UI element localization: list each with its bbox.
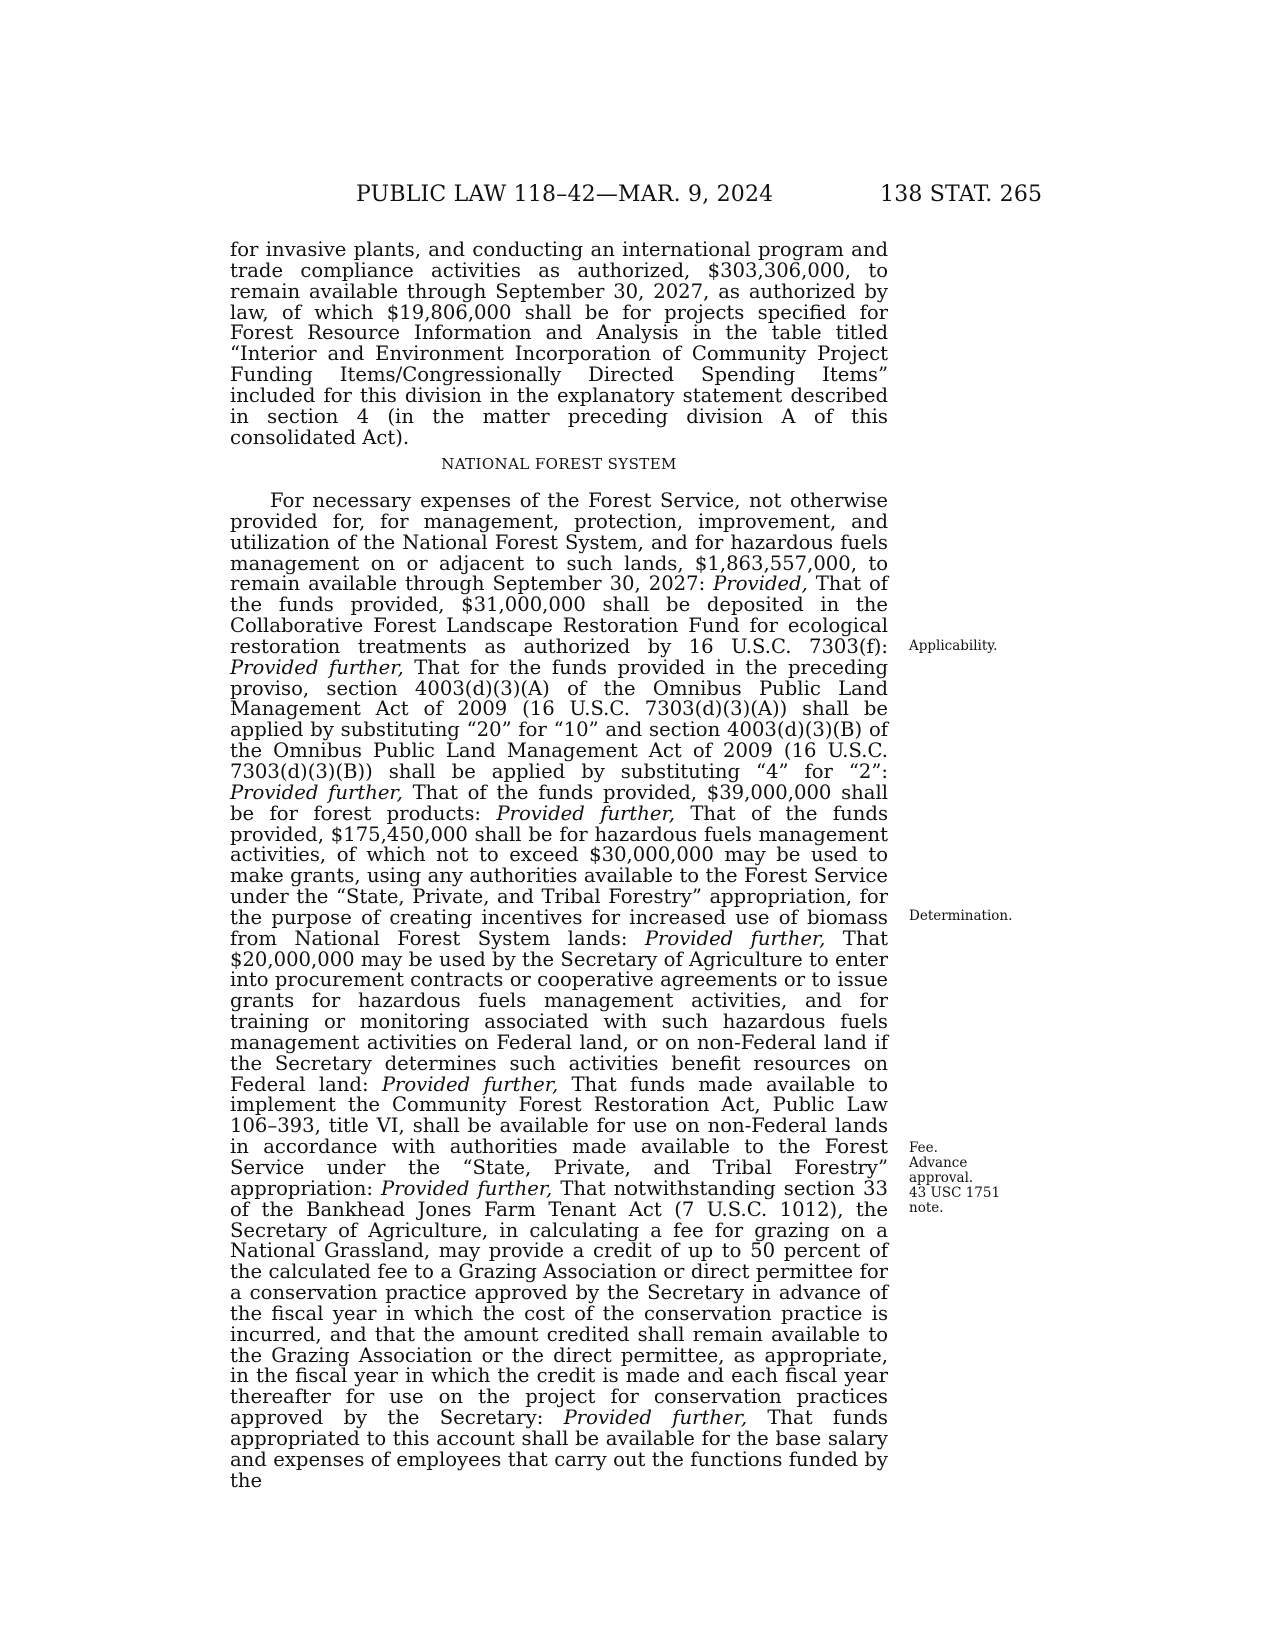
proviso-italic: Provided, [713,572,808,596]
margin-note-line: 43 USC 1751 [909,1185,1001,1201]
running-header-title: PUBLIC LAW 118–42—MAR. 9, 2024 [356,182,774,207]
margin-note-line: Fee. [909,1140,938,1156]
text-segment: That of the funds provided, $175,450,000 shall be for hazardous fuels management activities, of which not to exceed $30,000,000 may be used to make grants, using any authorities available to the Forest Service under the “State, Private, and Tribal Forestry” appropriation, for the purpose of creating incentives for increased use of biomass from National Forest System lands: [230,801,889,950]
margin-note-fee [909,1141,1000,1216]
proviso-italic: Provided further, [230,780,403,804]
margin-note-determination: Determination. [909,908,1013,924]
margin-note-line: note. [909,1200,944,1216]
section-heading: NATIONAL FOREST SYSTEM [441,455,677,473]
continued-paragraph: for invasive plants, and conducting an international program and trade compliance activities as authorized, $303,306,000, to remain available through September 30, 2027, as authorized by law, of which $19,806,000 shall be for projects specified for Forest Resource Information and Analysis in the table titled “Interior and Environment Incorporation of Community Project Funding Items/Congressionally Directed Spending Items” included for this division in the explanatory statement described in section 4 (in the matter preceding division A of this consolidated Act). [230,238,888,449]
text-segment: That $20,000,000 may be used by the Secretary of Agriculture to enter into procurement contracts or cooperative agreements or to issue grants for hazardous fuels management activities, and for training or monitoring associated with such hazardous fuels management activities on Federal land, or on non-Federal land if the Secretary determines such activities benefit resources on Federal land: [230,926,889,1096]
proviso-italic: Provided further, [381,1176,553,1200]
text-segment: That funds appropriated to this account shall be available for the base salary and expenses of employees that carry out the functions funded by the [230,1406,888,1492]
page-stat-number: 138 STAT. 265 [880,182,1043,207]
margin-note-line: approval. [909,1170,974,1186]
text-segment: That funds made available to implement the Community Forest Restoration Act, Public Law 106–393, title VI, shall be available for use on non-Federal lands in accordance with authorities made available to the Forest Service under the “State, Private, and Tribal Forestry” appropriation: [230,1072,888,1200]
margin-note-applicability: Applicability. [909,638,998,654]
text-segment: That of the funds provided, $39,000,000 shall be for forest products: [230,780,889,825]
text-segment: That of the funds provided, $31,000,000 shall be deposited in the Collaborative Forest Landscape Restoration Fund for ecological restoration treatments as authorized by 16 U.S.C. 7303(f): [230,572,888,658]
proviso-italic: Provided further, [496,801,675,825]
proviso-italic: Provided further, [381,1072,559,1096]
national-forest-system-paragraph [230,491,888,1492]
text-segment: That for the funds provided in the preceding proviso, section 4003(d)(3)(A) of the Omnibus Public Land Management Act of 2009 (16 U.S.C. 7303(d)(3)(A)) shall be applied by substituting “20” for “10” and section 4003(d)(3)(B) of the Omnibus Public Land Management Act of 2009 (16 U.S.C. 7303(d)(3)(B)) shall be applied by substituting “4” for “2”: [230,655,888,783]
text-segment: That notwithstanding section 33 of the Bankhead Jones Farm Tenant Act (7 U.S.C. 1012), the Secretary of Agriculture, in calculating a fee for grazing on a National Grassland, may provide a credit of up to 50 percent of the calculated fee to a Grazing Association or direct permittee for a conservation practice approved by the Secretary in advance of the fiscal year in which the cost of the conservation practice is incurred, and that the amount credited shall remain available to the Grazing Association or the direct permittee, as appropriate, in the fiscal year in which the credit is made and each fiscal year thereafter for use on the project for conservation practices approved by the Secretary: [230,1176,888,1430]
proviso-italic: Provided further, [563,1406,748,1430]
proviso-italic: Provided further, [230,655,404,679]
margin-note-line: Advance [909,1155,968,1171]
text-segment: For necessary expenses of the Forest Service, not otherwise provided for, for management, protection, improvement, and utilization of the National Forest System, and for hazardous fuels management on or adjacent to such lands, $1,863,557,000, to remain available through September 30, 2027: [230,489,888,596]
proviso-italic: Provided further, [644,926,826,950]
